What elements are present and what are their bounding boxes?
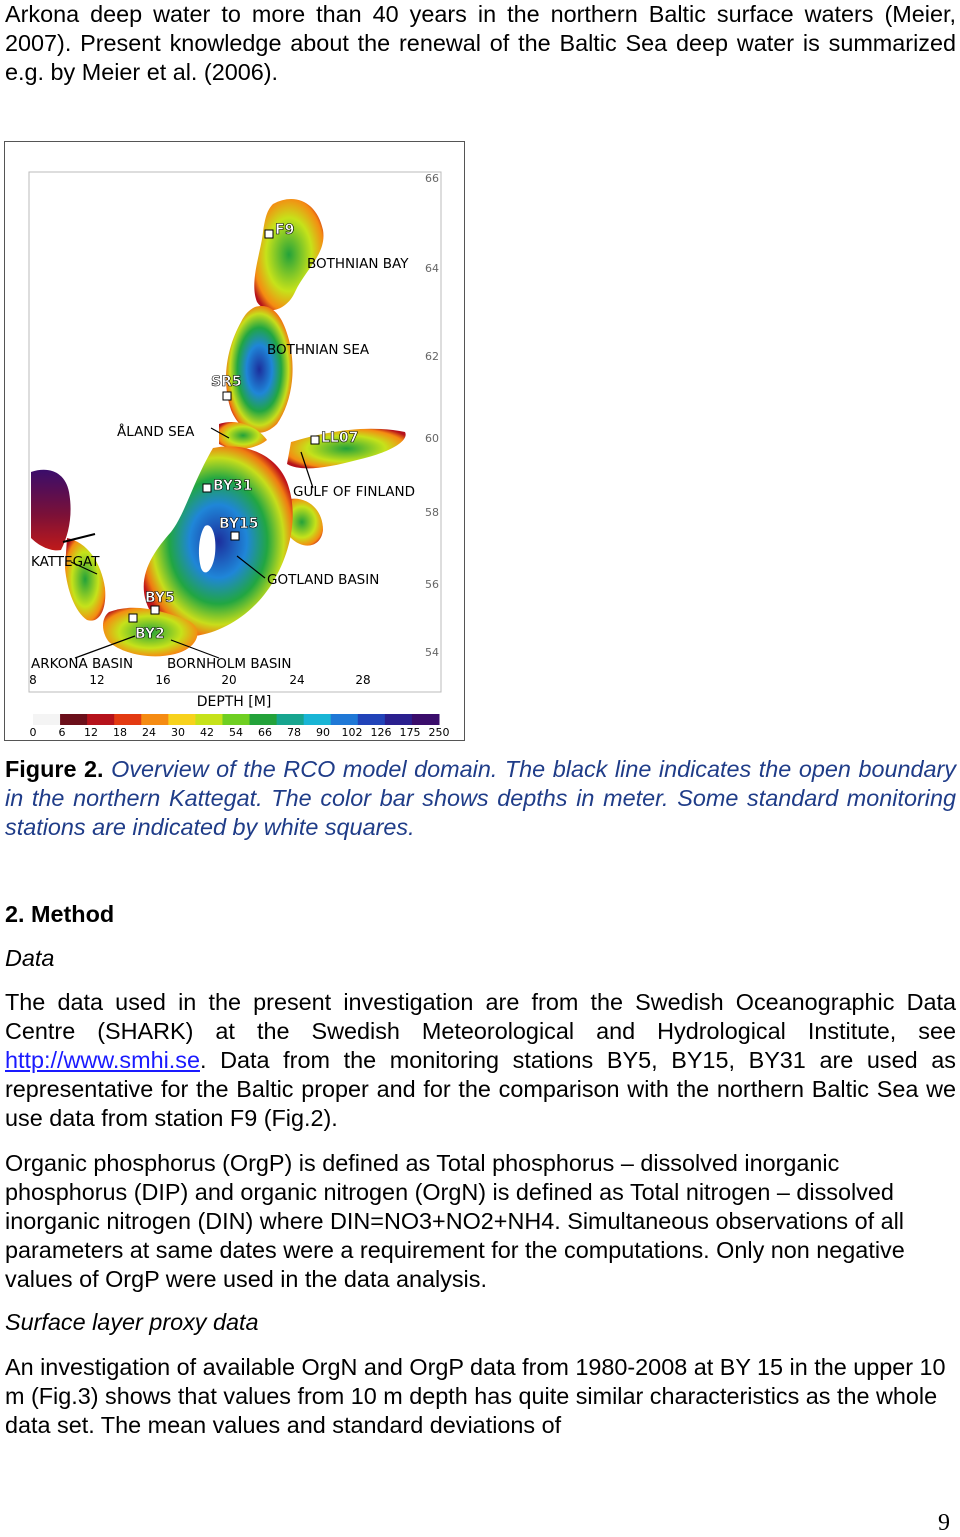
colorbar-swatch-14 bbox=[412, 714, 440, 725]
colorbar-tick-78: 78 bbox=[287, 726, 301, 739]
colorbar-tick-30: 30 bbox=[171, 726, 185, 739]
colorbar-swatch-6 bbox=[195, 714, 223, 725]
colorbar-tick-90: 90 bbox=[316, 726, 330, 739]
station-label-by15: BY15 bbox=[219, 516, 259, 532]
colorbar-tick-66: 66 bbox=[258, 726, 272, 739]
colorbar bbox=[30, 714, 450, 739]
lon-tick-12: 12 bbox=[89, 673, 105, 687]
lat-tick-66: 66 bbox=[425, 172, 439, 185]
region-label-2: BOTHNIAN SEA bbox=[267, 342, 370, 358]
colorbar-tick-54: 54 bbox=[229, 726, 243, 739]
lon-tick-20: 20 bbox=[221, 673, 237, 687]
colorbar-tick-42: 42 bbox=[200, 726, 214, 739]
colorbar-swatch-12 bbox=[358, 714, 386, 725]
region-label-7: ARKONA BASIN bbox=[31, 656, 134, 672]
station-marker-ll07 bbox=[311, 436, 319, 444]
figure-baltic-map bbox=[4, 141, 465, 741]
lon-tick-8: 8 bbox=[29, 673, 37, 687]
baltic-depth-map bbox=[5, 142, 464, 740]
lon-tick-16: 16 bbox=[155, 673, 171, 687]
station-marker-by2 bbox=[129, 614, 137, 622]
caption-label: Figure 2. bbox=[5, 756, 104, 782]
colorbar-swatch-9 bbox=[277, 714, 305, 725]
station-marker-f9 bbox=[265, 230, 273, 238]
station-label-sr5: SR5 bbox=[211, 374, 242, 390]
station-label-by31: BY31 bbox=[213, 478, 253, 494]
station-marker-by5 bbox=[151, 606, 159, 614]
colorbar-swatch-0 bbox=[33, 714, 61, 725]
colorbar-tick-0: 0 bbox=[29, 726, 37, 739]
colorbar-tick-102: 102 bbox=[341, 726, 363, 739]
p1-text-2: . Data from the monitoring stations BY5, BY15, BY31 are used as representative for the Baltic proper and for the comparison with the northern Baltic Sea we use data from station F9 (Fig.2). bbox=[5, 1047, 956, 1131]
colorbar-swatch-13 bbox=[385, 714, 413, 725]
caption-text: Overview of the RCO model domain. The black line indicates the open boundary in the northern Kattegat. The color bar shows depths in meter. Some standard monitoring stations are indicated by white squares. bbox=[5, 756, 956, 840]
colorbar-swatch-5 bbox=[168, 714, 196, 725]
station-label-by5: BY5 bbox=[145, 590, 175, 606]
station-marker-sr5 bbox=[223, 392, 231, 400]
subheading-surface-proxy: Surface layer proxy data bbox=[5, 1309, 259, 1335]
region-label-4: GULF OF FINLAND bbox=[293, 484, 416, 500]
colorbar-swatch-2 bbox=[87, 714, 115, 725]
section-heading: 2. Method bbox=[5, 901, 115, 927]
station-label-f9: F9 bbox=[275, 222, 295, 238]
station-label-by2: BY2 bbox=[135, 626, 165, 642]
paragraph-organic-definitions: Organic phosphorus (OrgP) is defined as Total phosphorus – dissolved inorganic phosphorus (DIP) and organic nitrogen (OrgN) is defined as Total nitrogen – dissolved inorganic nitrogen (DIN) where DIN=NO3+NO2+NH4. Simultaneous observations of all parameters at same dates were a requirement for the computations. Only non negative values of OrgP were used in the data analysis. bbox=[5, 1150, 905, 1292]
paragraph-surface-proxy: An investigation of available OrgN and OrgP data from 1980-2008 at BY 15 in the upper 10 m (Fig.3) shows that values from 10 m depth has quite similar characteristics as the whole data set. The mean values and standard deviations of bbox=[5, 1354, 946, 1438]
region-label-6: GOTLAND BASIN bbox=[267, 572, 380, 588]
lat-tick-58: 58 bbox=[425, 506, 439, 519]
sea-skagerrak bbox=[31, 470, 71, 551]
lat-tick-60: 60 bbox=[425, 432, 439, 445]
lat-tick-62: 62 bbox=[425, 350, 439, 363]
colorbar-title: DEPTH [M] bbox=[196, 694, 272, 710]
region-label-1: BOTHNIAN BAY bbox=[307, 256, 409, 272]
lat-tick-54: 54 bbox=[425, 646, 439, 659]
station-marker-by31 bbox=[203, 484, 211, 492]
subheading-data: Data bbox=[5, 945, 55, 971]
paragraph-data-source bbox=[5, 988, 956, 1133]
colorbar-tick-6: 6 bbox=[58, 726, 66, 739]
region-label-3: ÅLAND SEA bbox=[117, 424, 195, 440]
region-label-5: KATTEGAT bbox=[31, 554, 100, 570]
colorbar-tick-18: 18 bbox=[113, 726, 127, 739]
p1-text-1: The data used in the present investigation are from the Swedish Oceanographic Data Centre (SHARK) at the Swedish Meteorological and Hydrological Institute, see bbox=[5, 989, 956, 1044]
colorbar-tick-250: 250 bbox=[428, 726, 450, 739]
colorbar-swatch-10 bbox=[304, 714, 332, 725]
lon-tick-28: 28 bbox=[355, 673, 371, 687]
colorbar-tick-175: 175 bbox=[399, 726, 421, 739]
lat-tick-64: 64 bbox=[425, 262, 439, 275]
colorbar-tick-126: 126 bbox=[370, 726, 392, 739]
station-label-ll07: LL07 bbox=[321, 430, 359, 446]
smhi-link[interactable]: http://www.smhi.se bbox=[5, 1047, 200, 1073]
intro-paragraph: Arkona deep water to more than 40 years in the northern Baltic surface waters (Meier, 2007). Present knowledge about the renewal of the Baltic Sea deep water is summarized e.g. by Meier et al. (2006). bbox=[5, 1, 956, 85]
colorbar-swatch-1 bbox=[60, 714, 88, 725]
page-number: 9 bbox=[938, 1510, 950, 1536]
lat-tick-56: 56 bbox=[425, 578, 439, 591]
figure-caption bbox=[5, 755, 956, 842]
colorbar-swatch-4 bbox=[141, 714, 169, 725]
colorbar-swatch-11 bbox=[331, 714, 359, 725]
station-marker-by15 bbox=[231, 532, 239, 540]
colorbar-swatch-8 bbox=[250, 714, 278, 725]
colorbar-swatch-7 bbox=[222, 714, 250, 725]
colorbar-tick-12: 12 bbox=[84, 726, 98, 739]
colorbar-swatch-3 bbox=[114, 714, 142, 725]
region-label-8: BORNHOLM BASIN bbox=[167, 656, 292, 672]
lon-tick-24: 24 bbox=[289, 673, 305, 687]
colorbar-tick-24: 24 bbox=[142, 726, 156, 739]
